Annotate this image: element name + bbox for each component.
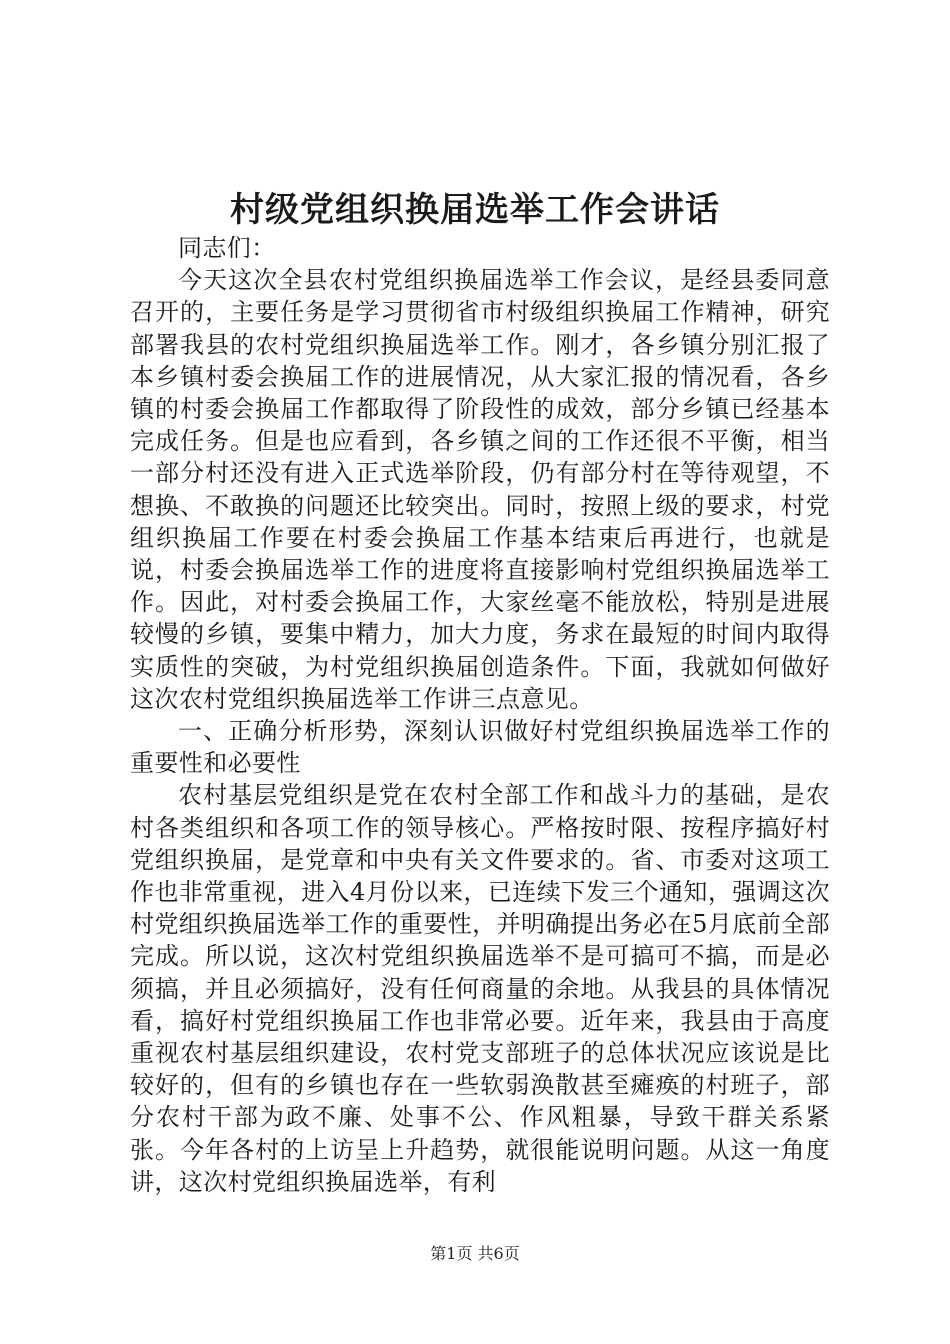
document-title: 村级党组织换届选举工作会讲话 xyxy=(230,190,720,230)
section-1-paragraph: 农村基层党组织是党在农村全部工作和战斗力的基础，是农村各类组织和各项工作的领导核心。严格按时限、按程序搞好村党组织换届，是党章和中央有关文件要求的。省、市委对这项工作也非常重视，进入4月份以来，已连续下发三个通知，强调这次村党组织换届选举工作的重要性，并明确提出务必在5月底前全部完成。所以说，这次村党组织换届选举不是可搞可不搞，而是必须搞，并且必须搞好，没有任何商量的余地。从我县的具体情况看，搞好村党组织换届工作也非常必要。近年来，我县由于高度重视农村基层组织建设，农村党支部班子的总体状况应该说是比较好的，但有的乡镇也存在一些软弱涣散甚至瘫痪的村班子，部分农村干部为政不廉、处事不公、作风粗暴，导致干群关系紧张。今年各村的上访呈上升趋势，就很能说明问题。从这一角度讲，这次村党组织换届选举，有利 xyxy=(130,781,830,1196)
salutation-paragraph: 同志们： xyxy=(178,234,276,262)
page-number-footer: 第1页 共6页 xyxy=(430,1244,520,1263)
document-body xyxy=(130,232,830,1198)
intro-paragraph: 今天这次全县农村党组织换届选举工作会议，是经县委同意召开的，主要任务是学习贯彻省市村级组织换届工作精神，研究部署我县的农村党组织换届选举工作。刚才，各乡镇分别汇报了本乡镇村委会换届工作的进展情况，从大家汇报的情况看，各乡镇的村委会换届工作都取得了阶段性的成效，部分乡镇已经基本完成任务。但是也应看到，各乡镇之间的工作还很不平衡，相当一部分村还没有进入正式选举阶段，仍有部分村在等待观望，不想换、不敢换的问题还比较突出。同时，按照上级的要求，村党组织换届工作要在村委会换届工作基本结束后再进行，也就是说，村委会换届选举工作的进度将直接影响村党组织换届选举工作。因此，对村委会换届工作，大家丝毫不能放松，特别是进展较慢的乡镇，要集中精力，加大力度，务求在最短的时间内取得实质性的突破，为村党组织换届创造条件。下面，我就如何做好这次农村党组织换届选举工作讲三点意见。 xyxy=(130,266,830,713)
section-heading-1: 一、正确分析形势，深刻认识做好村党组织换届选举工作的重要性和必要性 xyxy=(130,717,830,778)
